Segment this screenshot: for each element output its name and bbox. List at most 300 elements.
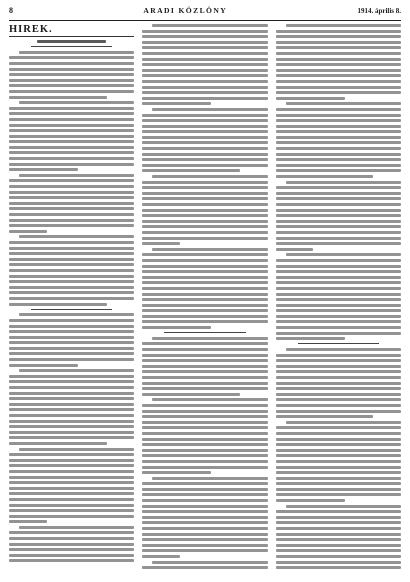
text-line [9, 319, 134, 322]
text-line [142, 270, 267, 273]
text-line [142, 281, 267, 284]
text-line [9, 90, 134, 93]
text-line [142, 197, 267, 200]
text-line [142, 114, 267, 117]
text-line [9, 68, 134, 71]
text-line [152, 175, 267, 178]
text-line [276, 30, 401, 33]
text-line [276, 130, 401, 133]
text-line [142, 315, 267, 318]
text-line [142, 555, 180, 558]
text-line [276, 119, 401, 122]
text-line [276, 197, 401, 200]
text-line [276, 192, 401, 195]
text-line [276, 58, 401, 61]
text-line [276, 158, 401, 161]
text-line [9, 107, 134, 110]
text-line [276, 527, 401, 530]
text-line [9, 425, 134, 428]
text-line [276, 225, 401, 228]
text-line [276, 276, 401, 279]
text-line [19, 51, 134, 54]
text-line [142, 192, 267, 195]
text-line [276, 169, 401, 172]
text-line [142, 46, 267, 49]
text-line [276, 460, 401, 463]
text-line [9, 515, 134, 518]
section-heading: HIREK. [9, 24, 134, 37]
text-line [9, 397, 134, 400]
text-line [9, 263, 134, 266]
text-line [142, 516, 267, 519]
text-line [276, 477, 401, 480]
text-line [142, 102, 211, 105]
text-line [9, 543, 134, 546]
text-line [142, 41, 267, 44]
text-line [19, 174, 134, 177]
text-line [9, 286, 134, 289]
text-line [9, 207, 134, 210]
text-line [9, 408, 134, 411]
text-line [142, 186, 267, 189]
text-line [276, 365, 401, 368]
text-line [9, 297, 134, 300]
text-line [9, 303, 107, 306]
text-line [142, 454, 267, 457]
text-line [9, 140, 134, 143]
text-line [9, 129, 134, 132]
text-line [9, 247, 134, 250]
text-line [276, 337, 345, 340]
text-line [9, 196, 134, 199]
text-line [152, 337, 267, 340]
page-header [9, 6, 401, 18]
text-line [276, 114, 401, 117]
text-line [9, 414, 134, 417]
text-line [276, 471, 401, 474]
text-line [276, 359, 401, 362]
text-line [276, 432, 401, 435]
text-line [276, 376, 401, 379]
text-line [276, 231, 401, 234]
article-separator [31, 46, 112, 47]
text-line [9, 213, 134, 216]
text-line [9, 118, 134, 121]
text-line [142, 438, 267, 441]
text-line [9, 56, 134, 59]
text-line [9, 275, 134, 278]
text-line [142, 63, 267, 66]
text-line [142, 309, 267, 312]
text-line [142, 225, 267, 228]
text-line [142, 164, 267, 167]
text-line [9, 459, 134, 462]
text-line [9, 548, 134, 551]
text-line [276, 426, 401, 429]
text-line [276, 454, 401, 457]
text-line [142, 265, 267, 268]
text-line [9, 224, 134, 227]
newspaper-title: ARADI KÖZLÖNY [143, 6, 228, 15]
text-line [142, 125, 267, 128]
page-number: 8 [9, 6, 13, 15]
text-line [276, 387, 401, 390]
text-line [37, 40, 106, 43]
text-line [142, 298, 267, 301]
text-line [276, 438, 401, 441]
text-line [9, 487, 134, 490]
text-line [276, 86, 401, 89]
text-line [142, 466, 267, 469]
text-line [276, 141, 401, 144]
text-line [276, 538, 401, 541]
text-line [152, 561, 267, 564]
text-line [276, 398, 401, 401]
text-line [276, 488, 401, 491]
text-line [9, 269, 134, 272]
text-line [286, 348, 401, 351]
text-line [276, 214, 401, 217]
text-line [19, 101, 134, 104]
text-line [9, 431, 134, 434]
text-line [9, 403, 134, 406]
text-line [276, 41, 401, 44]
text-line [276, 237, 401, 240]
text-line [9, 230, 47, 233]
text-line [276, 136, 401, 139]
text-line [9, 191, 134, 194]
text-line [142, 348, 267, 351]
text-line [276, 516, 401, 519]
text-line [9, 520, 47, 523]
text-line [276, 443, 401, 446]
text-line [9, 112, 134, 115]
text-line [276, 332, 401, 335]
text-line [142, 404, 267, 407]
text-line [142, 52, 267, 55]
text-line [286, 24, 401, 27]
text-line [9, 509, 134, 512]
text-line [276, 320, 401, 323]
text-line [142, 320, 267, 323]
text-line [9, 364, 78, 367]
text-line [286, 102, 401, 105]
text-line [9, 481, 134, 484]
text-line [276, 265, 401, 268]
text-line [9, 420, 134, 423]
text-line [142, 387, 267, 390]
text-line [9, 476, 134, 479]
text-line [142, 365, 267, 368]
text-line [142, 393, 240, 396]
text-line [142, 510, 267, 513]
text-line [142, 376, 267, 379]
text-line [9, 358, 134, 361]
text-line [142, 382, 267, 385]
text-line [142, 147, 267, 150]
text-line [9, 185, 134, 188]
text-line [9, 492, 134, 495]
text-line [9, 258, 134, 261]
text-line [276, 410, 401, 413]
text-line [142, 566, 267, 569]
text-line [142, 482, 267, 485]
text-line [142, 181, 267, 184]
text-line [142, 488, 267, 491]
text-line [9, 79, 134, 82]
text-line [9, 241, 134, 244]
text-line [142, 220, 267, 223]
text-line [142, 293, 267, 296]
text-line [276, 370, 401, 373]
text-line [9, 336, 134, 339]
text-line [9, 341, 134, 344]
text-line [276, 393, 401, 396]
text-line [9, 146, 134, 149]
text-line [9, 252, 134, 255]
text-line [142, 169, 240, 172]
article-separator [164, 332, 245, 333]
text-line [9, 442, 107, 445]
text-line [152, 24, 267, 27]
text-line [142, 237, 267, 240]
text-line [142, 421, 267, 424]
text-line [276, 482, 401, 485]
text-line [276, 304, 401, 307]
text-line [9, 436, 134, 439]
text-line [276, 220, 401, 223]
article-separator [298, 343, 379, 344]
text-line [19, 526, 134, 529]
text-line [276, 209, 401, 212]
text-line [142, 533, 267, 536]
text-line [9, 168, 78, 171]
text-line [142, 119, 267, 122]
text-line [276, 354, 401, 357]
text-line [276, 153, 401, 156]
text-line [142, 471, 211, 474]
text-line [142, 544, 267, 547]
text-line [9, 84, 134, 87]
text-line [9, 73, 134, 76]
text-line [142, 80, 267, 83]
text-line [286, 181, 401, 184]
text-line [142, 86, 267, 89]
text-line [276, 281, 401, 284]
text-line [276, 309, 401, 312]
column-middle [142, 24, 267, 576]
text-line [276, 544, 401, 547]
text-line [286, 253, 401, 256]
text-line [9, 498, 134, 501]
text-line [276, 415, 374, 418]
text-line [9, 504, 134, 507]
text-line [142, 203, 267, 206]
text-line [276, 242, 401, 245]
text-line [276, 175, 374, 178]
text-line [276, 147, 401, 150]
text-line [142, 505, 267, 508]
text-line [276, 186, 401, 189]
text-line [142, 136, 267, 139]
text-line [276, 493, 401, 496]
text-line [276, 46, 401, 49]
text-line [276, 97, 345, 100]
text-line [142, 493, 267, 496]
text-line [142, 231, 267, 234]
text-line [276, 287, 401, 290]
text-line [276, 521, 401, 524]
text-line [9, 464, 134, 467]
text-line [9, 347, 134, 350]
text-line [19, 235, 134, 238]
text-line [276, 293, 401, 296]
text-line [276, 108, 401, 111]
text-line [9, 124, 134, 127]
text-line [19, 313, 134, 316]
text-line [9, 330, 134, 333]
text-line [9, 392, 134, 395]
text-line [9, 453, 134, 456]
text-line [142, 432, 267, 435]
text-line [9, 219, 134, 222]
text-line [276, 270, 401, 273]
text-line [276, 499, 345, 502]
text-line [9, 179, 134, 182]
text-line [276, 91, 401, 94]
text-line [142, 91, 267, 94]
text-line [152, 108, 267, 111]
issue-date: 1914. április 8. [357, 7, 401, 15]
text-line [276, 69, 401, 72]
text-line [142, 342, 267, 345]
text-line [142, 153, 267, 156]
text-line [142, 209, 267, 212]
text-line [276, 259, 401, 262]
text-line [152, 477, 267, 480]
text-line [142, 449, 267, 452]
text-line [142, 259, 267, 262]
text-line [142, 370, 267, 373]
text-line [142, 158, 267, 161]
text-line [9, 202, 134, 205]
text-line [142, 276, 267, 279]
text-line [142, 30, 267, 33]
text-line [276, 555, 401, 558]
text-line [142, 549, 267, 552]
text-line [276, 52, 401, 55]
text-line [276, 298, 401, 301]
text-line [276, 404, 401, 407]
text-line [276, 80, 401, 83]
text-line [142, 253, 267, 256]
text-line [276, 248, 314, 251]
text-line [142, 460, 267, 463]
text-line [276, 125, 401, 128]
text-line [276, 561, 401, 564]
text-line [142, 69, 267, 72]
text-line [152, 398, 267, 401]
text-line [142, 58, 267, 61]
text-line [152, 248, 267, 251]
text-line [9, 135, 134, 138]
text-columns [9, 24, 401, 576]
text-line [276, 63, 401, 66]
text-line [286, 505, 401, 508]
text-line [142, 130, 267, 133]
text-line [9, 559, 134, 562]
text-line [286, 421, 401, 424]
text-line [142, 97, 267, 100]
text-line [9, 62, 134, 65]
text-line [276, 382, 401, 385]
text-line [142, 287, 267, 290]
text-line [276, 164, 401, 167]
text-line [142, 214, 267, 217]
text-line [142, 499, 267, 502]
text-line [142, 359, 267, 362]
text-line [9, 375, 134, 378]
text-line [9, 380, 134, 383]
text-line [276, 566, 401, 569]
text-line [9, 554, 134, 557]
text-line [276, 510, 401, 513]
text-line [142, 354, 267, 357]
column-left [9, 24, 134, 576]
text-line [142, 538, 267, 541]
text-line [9, 163, 134, 166]
text-line [142, 74, 267, 77]
text-line [142, 521, 267, 524]
text-line [9, 470, 134, 473]
text-line [9, 157, 134, 160]
text-line [142, 410, 267, 413]
text-line [142, 304, 267, 307]
text-line [9, 352, 134, 355]
text-line [142, 141, 267, 144]
text-line [9, 96, 107, 99]
text-line [19, 369, 134, 372]
column-right [276, 24, 401, 576]
text-line [9, 386, 134, 389]
text-line [276, 35, 401, 38]
text-line [276, 315, 401, 318]
text-line [9, 325, 134, 328]
text-line [276, 326, 401, 329]
text-line [9, 291, 134, 294]
text-line [142, 527, 267, 530]
text-line [276, 533, 401, 536]
text-line [9, 537, 134, 540]
text-line [9, 280, 134, 283]
text-line [276, 466, 401, 469]
text-line [9, 151, 134, 154]
text-line [142, 326, 211, 329]
text-line [142, 415, 267, 418]
text-line [142, 242, 180, 245]
text-line [19, 448, 134, 451]
text-line [142, 443, 267, 446]
article-separator [31, 309, 112, 310]
text-line [142, 35, 267, 38]
text-line [276, 203, 401, 206]
text-line [276, 74, 401, 77]
text-line [276, 449, 401, 452]
text-line [276, 549, 401, 552]
header-rule [9, 20, 401, 21]
text-line [142, 426, 267, 429]
text-line [9, 531, 134, 534]
